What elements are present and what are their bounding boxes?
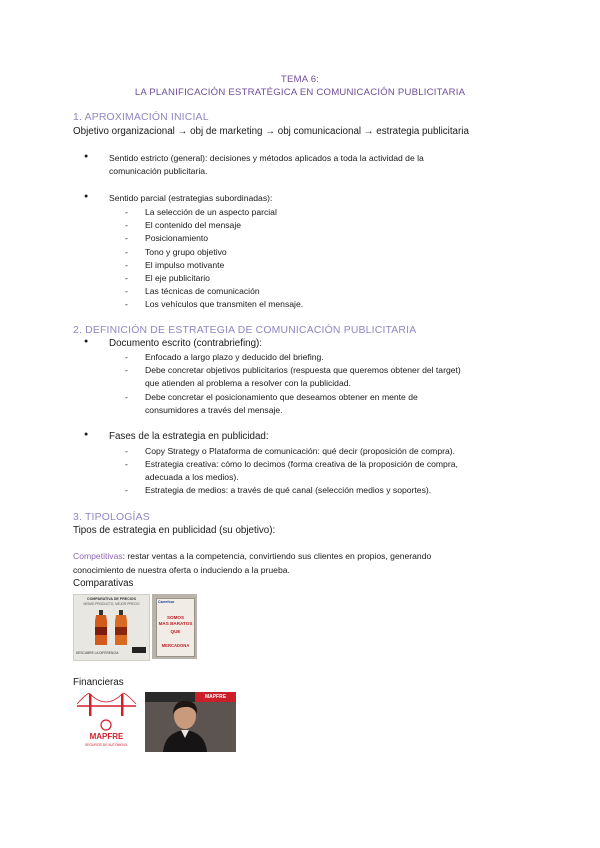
bullet-documento-escrito: ● Documento escrito (contrabriefing): — [109, 338, 262, 349]
bullet-sentido-parcial: ● Sentido parcial (estrategias subordinadas): — [109, 193, 272, 203]
sign-panel — [156, 598, 195, 657]
list-item: - Posicionamiento — [145, 233, 208, 243]
bullet-sentido-estricto: ● Sentido estricto (general): decisiones y métodos aplicados a toda la actividad de la — [109, 153, 424, 163]
comparativas-label: Comparativas — [73, 578, 134, 589]
mapfre-person-image — [145, 692, 236, 752]
list-item-cont: adecuada a los medios). — [145, 472, 239, 482]
section-3-heading: 3. TIPOLOGÍAS — [73, 512, 150, 523]
sign-line-2: MAS BARATOS — [158, 621, 193, 626]
section-2-heading: 2. DEFINICIÓN DE ESTRATEGIA DE COMUNICACIÓN PUBLICITARIA — [73, 325, 417, 336]
competitivas-paragraph — [73, 551, 431, 561]
section-1-flow: Objetivo organizacional → obj de marketing → obj comunicacional → estrategia publicitaria — [73, 126, 469, 137]
comparativa-ad-image — [73, 594, 150, 661]
person-illustration — [145, 692, 236, 752]
list-item-cont: consumidores a través del mensaje. — [145, 405, 283, 415]
list-item: - Tono y grupo objetivo — [145, 247, 227, 257]
mapfre-sign-text: MAPFRE — [204, 694, 227, 700]
carrefour-brand: Carrefour — [158, 600, 175, 604]
sign-line-4: MERCADONA — [161, 643, 190, 648]
ad-footer: DESCUBRE LA DIFERENCIA — [76, 651, 119, 655]
sign-line-1: SOMOS — [166, 615, 185, 620]
list-item: - Estrategia creativa: cómo lo decimos (forma creativa de la proposición de compra, — [145, 459, 458, 469]
mapfre-brand: MAPFRE — [89, 732, 124, 741]
sign-line-3: QUE — [170, 629, 181, 634]
list-item: - El contenido del mensaje — [145, 220, 241, 230]
bullet-fases: ● Fases de la estrategia en publicidad: — [109, 431, 269, 442]
bottle-left — [95, 610, 107, 645]
list-item: - La selección de un aspecto parcial — [145, 207, 277, 217]
list-item: - Debe concretar objetivos publicitarios (respuesta que queremos obtener del target) — [145, 365, 461, 375]
title-line-1: TEMA 6: — [280, 74, 320, 85]
page-title: LA PLANIFICACIÓN ESTRATÉGICA EN COMUNICACIÓN PUBLICITARIA — [134, 87, 466, 98]
list-item: - El eje publicitario — [145, 273, 210, 283]
mapfre-tagline: SEGUROS DE AUTOMOVIL — [84, 743, 129, 747]
mapfre-logo-image — [73, 692, 140, 752]
list-item-cont: que atienden al problema a resolver con la publicidad. — [145, 378, 351, 388]
bottle-right — [115, 610, 127, 645]
competitivas-paragraph-cont: conocimiento de nuestra oferta o induciendo a la prueba. — [73, 565, 290, 575]
list-item: - Enfocado a largo plazo y deducido del briefing. — [145, 352, 324, 362]
competitivas-text: : restar ventas a la competencia, convirtiendo sus clientes en propios, generando — [122, 551, 432, 561]
list-item: - Estrategia de medios: a través de qué canal (selección medios y soportes). — [145, 485, 431, 495]
list-item: - Las técnicas de comunicación — [145, 286, 260, 296]
list-item: - Copy Strategy o Plataforma de comunicación: qué decir (proposición de compra). — [145, 446, 455, 456]
section-3-intro: Tipos de estrategia en publicidad (su objetivo): — [73, 525, 276, 536]
list-item: - El impulso motivante — [145, 260, 224, 270]
financieras-label: Financieras — [73, 677, 124, 688]
ad-header-line-1: COMPARATIVA DE PRECIOS — [87, 597, 136, 601]
carrefour-sign-image — [152, 594, 197, 659]
list-item: - Los vehículos que transmiten el mensaje. — [145, 299, 303, 309]
ad-header-line-2: MISMO PRODUCTO, MEJOR PRECIO — [83, 602, 140, 606]
list-item: - Debe concretar el posicionamiento que deseamos obtener en mente de — [145, 392, 418, 402]
section-1-heading: 1. APROXIMACIÓN INICIAL — [73, 112, 209, 123]
competitivas-label: Competitivas — [73, 551, 123, 561]
bullet-sentido-estricto-cont: comunicación publicitaria. — [109, 166, 208, 176]
